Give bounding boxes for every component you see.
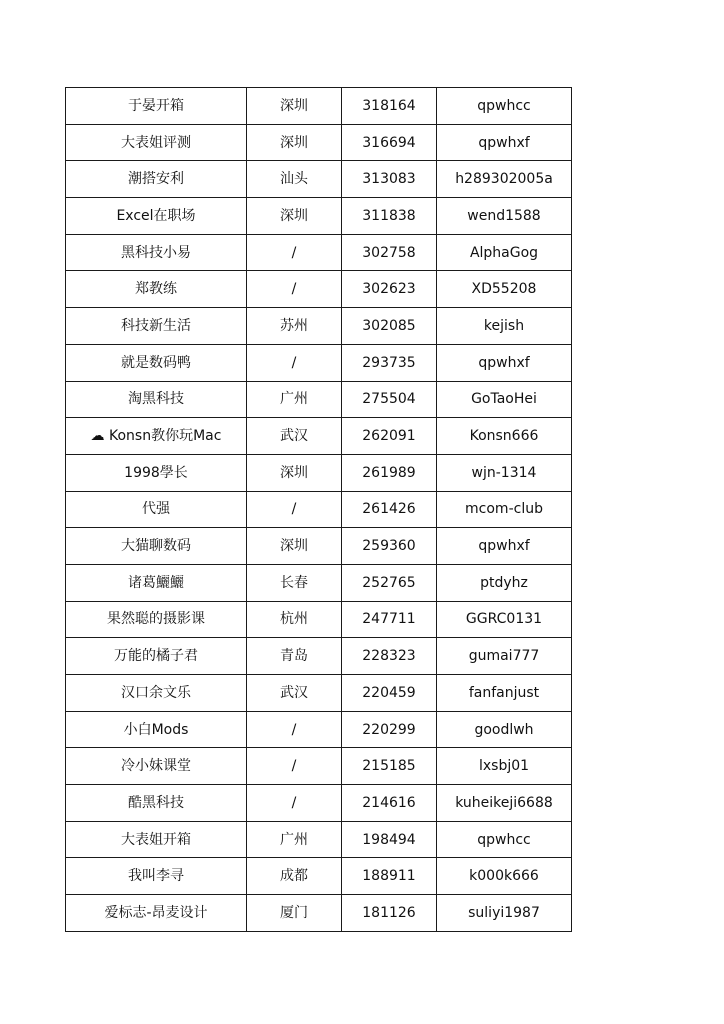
table-row — [66, 124, 572, 161]
account-id-cell[interactable]: qpwhxf — [437, 124, 572, 161]
city-cell[interactable]: 成都 — [247, 858, 342, 895]
table-row — [66, 821, 572, 858]
table-row — [66, 198, 572, 235]
account-id-cell[interactable]: GoTaoHei — [437, 381, 572, 418]
count-cell[interactable]: 259360 — [342, 528, 437, 565]
city-cell[interactable]: 杭州 — [247, 601, 342, 638]
table-row — [66, 748, 572, 785]
account-id-cell[interactable]: XD55208 — [437, 271, 572, 308]
count-cell[interactable]: 302623 — [342, 271, 437, 308]
account-id-cell[interactable]: ptdyhz — [437, 564, 572, 601]
account-name-cell[interactable]: 郑教练 — [66, 271, 247, 308]
city-cell[interactable]: 厦门 — [247, 895, 342, 932]
count-cell[interactable]: 261426 — [342, 491, 437, 528]
city-cell[interactable]: / — [247, 271, 342, 308]
table-row — [66, 858, 572, 895]
account-id-cell[interactable]: wend1588 — [437, 198, 572, 235]
count-cell[interactable]: 302085 — [342, 308, 437, 345]
account-name-cell[interactable]: 1998學长 — [66, 454, 247, 491]
city-cell[interactable]: 苏州 — [247, 308, 342, 345]
account-name-cell[interactable]: 潮搭安利 — [66, 161, 247, 198]
account-id-cell[interactable]: gumai777 — [437, 638, 572, 675]
account-name-cell[interactable]: 大表姐开箱 — [66, 821, 247, 858]
account-name-cell[interactable]: 代强 — [66, 491, 247, 528]
count-cell[interactable]: 261989 — [342, 454, 437, 491]
account-id-cell[interactable]: lxsbj01 — [437, 748, 572, 785]
account-id-cell[interactable]: GGRC0131 — [437, 601, 572, 638]
account-name-cell[interactable]: 爱标志-昂麦设计 — [66, 895, 247, 932]
count-cell[interactable]: 275504 — [342, 381, 437, 418]
count-cell[interactable]: 220299 — [342, 711, 437, 748]
table-row — [66, 88, 572, 125]
account-id-cell[interactable]: fanfanjust — [437, 675, 572, 712]
table-row — [66, 271, 572, 308]
count-cell[interactable]: 311838 — [342, 198, 437, 235]
table-row — [66, 601, 572, 638]
city-cell[interactable]: 武汉 — [247, 675, 342, 712]
city-cell[interactable]: / — [247, 748, 342, 785]
account-id-cell[interactable]: kejish — [437, 308, 572, 345]
city-cell[interactable]: / — [247, 344, 342, 381]
count-cell[interactable]: 181126 — [342, 895, 437, 932]
city-cell[interactable]: 长春 — [247, 564, 342, 601]
city-cell[interactable]: / — [247, 711, 342, 748]
account-name-cell[interactable]: ☁ Konsn教你玩Mac — [66, 418, 247, 455]
account-id-cell[interactable]: k000k666 — [437, 858, 572, 895]
table-row — [66, 161, 572, 198]
city-cell[interactable]: 武汉 — [247, 418, 342, 455]
count-cell[interactable]: 252765 — [342, 564, 437, 601]
account-id-cell[interactable]: qpwhcc — [437, 821, 572, 858]
account-name-cell[interactable]: Excel在职场 — [66, 198, 247, 235]
table-row — [66, 308, 572, 345]
table-row — [66, 675, 572, 712]
account-id-cell[interactable]: Konsn666 — [437, 418, 572, 455]
table-row — [66, 234, 572, 271]
account-id-cell[interactable]: wjn-1314 — [437, 454, 572, 491]
table-row — [66, 564, 572, 601]
count-cell[interactable]: 262091 — [342, 418, 437, 455]
city-cell[interactable]: 深圳 — [247, 198, 342, 235]
count-cell[interactable]: 293735 — [342, 344, 437, 381]
account-id-cell[interactable]: qpwhxf — [437, 528, 572, 565]
table-row — [66, 528, 572, 565]
account-id-cell[interactable]: h289302005a — [437, 161, 572, 198]
count-cell[interactable]: 215185 — [342, 748, 437, 785]
city-cell[interactable]: / — [247, 785, 342, 822]
account-id-cell[interactable]: AlphaGog — [437, 234, 572, 271]
account-name-cell[interactable]: 我叫李寻 — [66, 858, 247, 895]
table-row — [66, 454, 572, 491]
count-cell[interactable]: 188911 — [342, 858, 437, 895]
count-cell[interactable]: 247711 — [342, 601, 437, 638]
account-name-cell[interactable]: 冷小妹课堂 — [66, 748, 247, 785]
account-name-cell[interactable]: 于晏开箱 — [66, 88, 247, 125]
count-cell[interactable]: 302758 — [342, 234, 437, 271]
count-cell[interactable]: 316694 — [342, 124, 437, 161]
table-row — [66, 711, 572, 748]
account-id-cell[interactable]: suliyi1987 — [437, 895, 572, 932]
table-row — [66, 638, 572, 675]
data-table — [65, 87, 572, 932]
account-name-cell[interactable]: 科技新生活 — [66, 308, 247, 345]
account-name-cell[interactable]: 黑科技小易 — [66, 234, 247, 271]
account-id-cell[interactable]: goodlwh — [437, 711, 572, 748]
city-cell[interactable]: 广州 — [247, 821, 342, 858]
account-id-cell[interactable]: qpwhcc — [437, 88, 572, 125]
count-cell[interactable]: 318164 — [342, 88, 437, 125]
table-row — [66, 491, 572, 528]
count-cell[interactable]: 220459 — [342, 675, 437, 712]
account-name-cell[interactable]: 诸葛鱺鱺 — [66, 564, 247, 601]
table-row — [66, 895, 572, 932]
account-name-cell[interactable]: 大猫聊数码 — [66, 528, 247, 565]
city-cell[interactable]: 深圳 — [247, 528, 342, 565]
account-name-cell[interactable]: 酷黑科技 — [66, 785, 247, 822]
city-cell[interactable]: 广州 — [247, 381, 342, 418]
count-cell[interactable]: 313083 — [342, 161, 437, 198]
city-cell[interactable]: 汕头 — [247, 161, 342, 198]
table-row — [66, 344, 572, 381]
account-name-cell[interactable]: 就是数码鸭 — [66, 344, 247, 381]
account-id-cell[interactable]: qpwhxf — [437, 344, 572, 381]
city-cell[interactable]: / — [247, 234, 342, 271]
city-cell[interactable]: 青岛 — [247, 638, 342, 675]
city-cell[interactable]: 深圳 — [247, 454, 342, 491]
account-name-cell[interactable]: 淘黑科技 — [66, 381, 247, 418]
city-cell[interactable]: / — [247, 491, 342, 528]
table-body — [66, 88, 572, 932]
account-id-cell[interactable]: kuheikeji6688 — [437, 785, 572, 822]
account-name-cell[interactable]: 万能的橘子君 — [66, 638, 247, 675]
count-cell[interactable]: 228323 — [342, 638, 437, 675]
account-name-cell[interactable]: 小白Mods — [66, 711, 247, 748]
table-row — [66, 418, 572, 455]
city-cell[interactable]: 深圳 — [247, 124, 342, 161]
table-row — [66, 785, 572, 822]
count-cell[interactable]: 198494 — [342, 821, 437, 858]
account-id-cell[interactable]: mcom-club — [437, 491, 572, 528]
city-cell[interactable]: 深圳 — [247, 88, 342, 125]
table-row — [66, 381, 572, 418]
account-name-cell[interactable]: 果然聪的摄影课 — [66, 601, 247, 638]
account-name-cell[interactable]: 大表姐评测 — [66, 124, 247, 161]
account-name-cell[interactable]: 汉口余文乐 — [66, 675, 247, 712]
count-cell[interactable]: 214616 — [342, 785, 437, 822]
